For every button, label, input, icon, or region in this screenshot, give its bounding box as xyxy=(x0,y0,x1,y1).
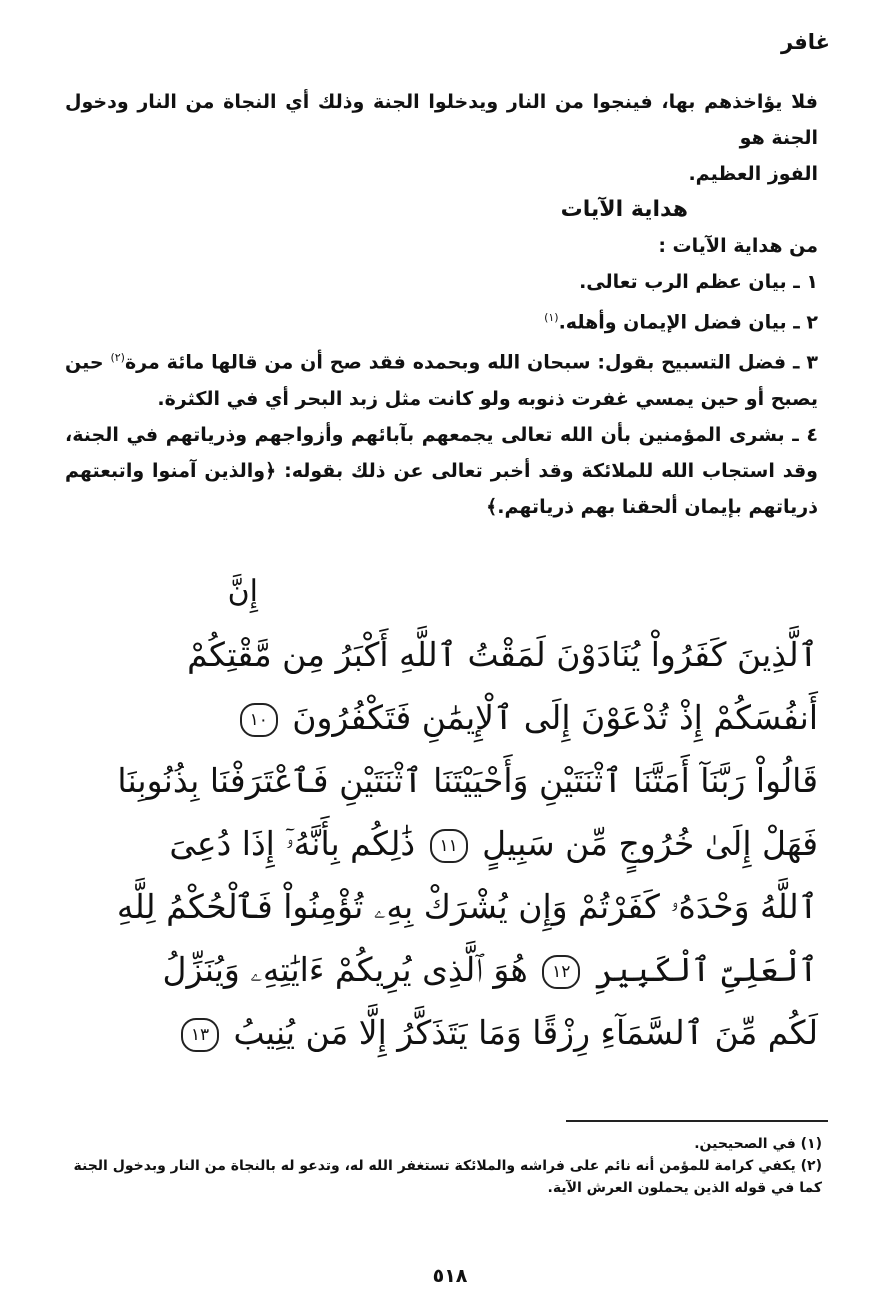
item-1-text: ١ ـ بيان عظم الرب تعالى. xyxy=(579,271,818,293)
quran-text-block xyxy=(116,560,818,1064)
item-3-text-a: ٣ ـ فضل التسبيح بقول: سبحان الله وبحمده فقد صح أن من قالها مائة مرة xyxy=(124,351,818,374)
footnote-2: (٢) يكفي كرامة للمؤمن أنه نائم على فراشه والملائكة تستغفر الله له، وتدعو له بالنجاة من النار وبدخول الجنة كما في قوله الذين يحملون العرش الآية. xyxy=(73,1158,822,1196)
quran-line xyxy=(117,749,818,812)
footnote-ref-2: (٢) xyxy=(110,351,125,365)
quran-line-text: لَكُم مِّنَ ٱلسَّمَآءِ رِزْقًا وَمَا يَتَذَكَّرُ إِلَّا مَن يُنِيبُ xyxy=(233,1013,818,1052)
quran-line xyxy=(169,812,818,875)
list-item xyxy=(65,264,818,300)
quran-line xyxy=(228,686,818,749)
quran-line-text: أَنفُسَكُمْ إِذْ تُدْعَوْنَ إِلَى ٱلْإِيمَٰنِ فَتَكْفُرُونَ xyxy=(292,698,818,737)
quran-line xyxy=(116,875,818,938)
quran-line: إِنَّ xyxy=(227,574,258,609)
surah-header: غافر xyxy=(780,30,830,54)
verse-number-marker: ١٢ xyxy=(542,955,580,989)
list-item xyxy=(65,340,818,416)
footnotes-block xyxy=(70,1133,822,1199)
quran-line-text: ٱلَّذِينَ كَفَرُواْ يُنَادَوْنَ لَمَقْتُ ٱللَّهِ أَكْبَرُ مِن مَّقْتِكُمْ xyxy=(187,635,818,674)
item-2-text: ٢ ـ بيان فضل الإيمان وأهله. xyxy=(558,311,818,334)
section-heading: هداية الآيات xyxy=(560,197,688,222)
intro-line xyxy=(65,84,818,156)
intro-text-1: فلا يؤاخذهم بها، فينجوا من النار ويدخلوا الجنة وذلك أي النجاة من النار ودخول الجنة هو xyxy=(65,91,818,149)
quran-line-text: قَالُواْ رَبَّنَآ أَمَتَّنَا ٱثْنَتَيْنِ وَأَحْيَيْتَنَا ٱثْنَتَيْنِ فَٱعْتَرَفْنَا بِذُنُوبِنَا xyxy=(117,761,818,800)
intro-text-2: الفوز العظيم. xyxy=(688,163,818,185)
commentary-block xyxy=(65,84,818,525)
footnote-ref-1: (١) xyxy=(544,311,559,324)
quran-line-text: ذَٰلِكُم بِأَنَّهُۥٓ إِذَا دُعِىَ xyxy=(169,824,416,863)
intro-line xyxy=(65,156,818,192)
footnote-1: (١) في الصحيحين. xyxy=(694,1136,822,1152)
quran-line xyxy=(187,623,818,686)
subheading: من هداية الآيات : xyxy=(658,235,818,257)
list-item xyxy=(65,300,818,340)
quran-line-text: ٱلْعَلِىِّ ٱلْكَبِيرِ xyxy=(594,950,818,989)
verse-number-marker: ١١ xyxy=(430,829,468,863)
quran-line xyxy=(190,1001,818,1064)
item-3-text-b: حين يصبح أو حين يمسي غفرت ذنوبه ولو كانت مثل زبد البحر أي في الكثرة. xyxy=(65,351,818,410)
page-number: ٥١٨ xyxy=(432,1265,468,1287)
verse-number-marker: ١٠ xyxy=(240,703,278,737)
footnote-divider xyxy=(566,1120,828,1122)
quran-line-text: ٱللَّهُ وَحْدَهُۥ كَفَرْتُمْ وَإِن يُشْرَكْ بِهِۦ تُؤْمِنُواْ فَٱلْحُكْمُ لِلَّهِ xyxy=(116,887,818,926)
verse-number-marker: ١٣ xyxy=(181,1018,219,1052)
quran-line-text: هُوَ ٱلَّذِى يُرِيكُمْ ءَايَٰتِهِۦ وَيُنَزِّلُ xyxy=(162,950,528,989)
quran-line xyxy=(162,938,818,1001)
item-4-text: ٤ ـ بشرى المؤمنين بأن الله تعالى يجمعهم بآبائهم وأزواجهم وذرياتهم في الجنة، وقد استجاب الله للملائكة وقد أخبر تعالى عن ذلك بقوله: ﴿والذين آمنوا واتبعتهم ذرياتهم بإيمان ألحقنا بهم ذرياتهم.﴾ xyxy=(65,423,818,518)
quran-line-text: فَهَلْ إِلَىٰ خُرُوجٍ مِّن سَبِيلٍ xyxy=(482,824,818,863)
list-item xyxy=(65,417,818,525)
